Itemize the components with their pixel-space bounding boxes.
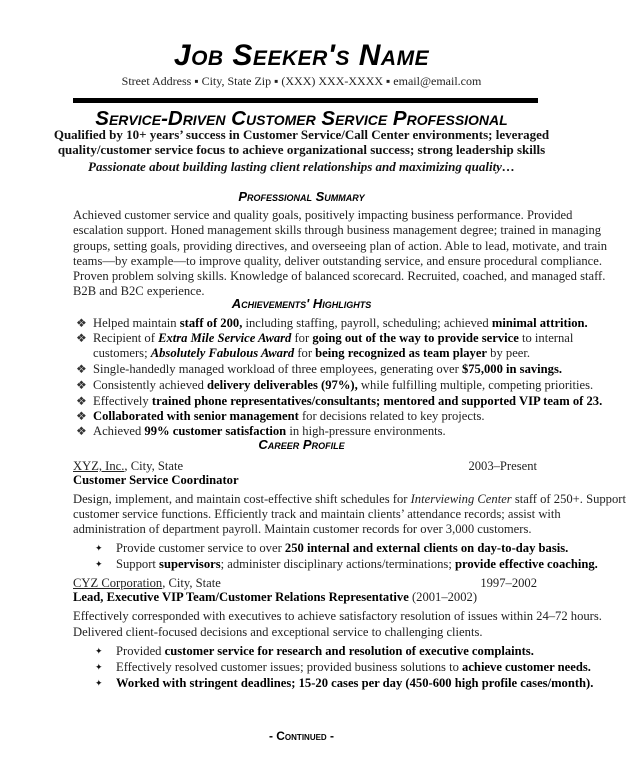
text-segment: (2001–2002) [408, 590, 478, 604]
header-divider [73, 98, 538, 103]
candidate-name: Job Seeker's Name [173, 39, 430, 72]
four-point-star-bullet-icon: ✦ [95, 662, 103, 672]
diamond-bullet-icon: ❖ [76, 362, 87, 376]
job-description-line [73, 492, 626, 507]
text-segment: Single-handedly managed workload of three employees, generating over [93, 362, 462, 376]
four-point-star-bullet-icon: ✦ [95, 646, 103, 656]
text-segment: Provide customer service to over [116, 541, 285, 555]
text-segment: $75,000 in savings. [461, 362, 563, 376]
job-title [73, 590, 477, 605]
text-segment: Recipient of [93, 331, 159, 345]
contact-info: Street Address ▪ City, State Zip ▪ (XXX) XXX-XXXX ▪ email@email.com [121, 74, 482, 88]
four-point-star-bullet-icon: ✦ [95, 678, 103, 688]
text-segment: going out of the way to provide service [312, 331, 519, 345]
summary-line: groups, setting goals, providing directives, and overseeing plan of action. Able to lead, motivate, and train [73, 238, 608, 253]
diamond-bullet-icon: ❖ [76, 316, 87, 330]
text-segment: 250 internal and external clients on day-to-day basis. [284, 541, 569, 555]
text-segment: Worked with stringent deadlines; 15-20 cases per day (450-600 high profile cases/month). [116, 676, 594, 690]
text-segment: Delivered client-focused decisions and exceptional service to challenging clients. [73, 625, 483, 639]
text-segment: by peer. [487, 346, 531, 360]
job-bullet [116, 660, 591, 675]
achievement-item [93, 362, 562, 377]
text-segment: Effectively [93, 394, 152, 408]
job-description-line [73, 522, 532, 537]
text-segment: staff of 250+. Support [511, 492, 626, 506]
achievement-item [93, 331, 573, 346]
job-employer [73, 459, 183, 474]
company-name: XYZ, Inc. [73, 459, 125, 473]
text-segment: for decisions related to key projects. [298, 409, 485, 423]
job-description-line [73, 609, 602, 624]
text-segment: Extra Mile Service Award [158, 331, 292, 345]
summary-line: escalation support. Honed management skills through business management degree; trained in managing [73, 223, 602, 237]
text-segment: 99% customer satisfaction [144, 424, 287, 438]
text-segment: customer service for research and resolution of executive complaints. [164, 644, 534, 658]
summary-line: teams—by example—to improve quality, deliver outstanding service, and ensure procedural compliance. [73, 254, 602, 268]
diamond-bullet-icon: ❖ [76, 394, 87, 408]
job-bullet [116, 676, 593, 691]
achievement-item [93, 378, 593, 393]
text-segment: provide effective coaching. [454, 557, 598, 571]
text-segment: minimal attrition. [491, 316, 588, 330]
text-segment: Collaborated with senior management [93, 409, 299, 423]
section-heading-career: Career Profile [258, 437, 345, 452]
text-segment: Effectively corresponded with executives to achieve satisfactory resolution of issues within 24–72 hours. [73, 609, 602, 623]
job-dates: 2003–Present [468, 459, 537, 473]
text-segment: trained phone representatives/consultants; mentored and supported VIP team of 23. [151, 394, 603, 408]
text-segment: to internal [518, 331, 574, 345]
text-segment: Customer Service Coordinator [73, 473, 239, 487]
achievement-item [93, 409, 485, 424]
four-point-star-bullet-icon: ✦ [95, 559, 103, 569]
text-segment: staff of 200, [179, 316, 243, 330]
summary-line: B2B and B2C experience. [73, 284, 205, 298]
section-heading-achievements: Achievements' Highlights [231, 296, 372, 311]
diamond-bullet-icon: ❖ [76, 378, 87, 392]
text-segment: including staffing, payroll, scheduling; achieved [242, 316, 492, 330]
diamond-bullet-icon: ❖ [76, 409, 87, 423]
text-segment: for [291, 331, 313, 345]
job-bullet [116, 644, 534, 659]
text-segment: Provided [116, 644, 165, 658]
job-dates: 1997–2002 [480, 576, 537, 590]
text-segment: Design, implement, and maintain cost-effective shift schedules for [73, 492, 411, 506]
text-segment: customers; [93, 346, 151, 360]
text-segment: Interviewing Center [410, 492, 512, 506]
text-segment: Helped maintain [93, 316, 180, 330]
text-segment: being recognized as team player [315, 346, 488, 360]
job-location: , City, State [162, 576, 221, 590]
qualification-line: Qualified by 10+ years’ success in Customer Service/Call Center environments; leveraged [53, 127, 550, 142]
text-segment: ; administer disciplinary actions/terminations; [220, 557, 455, 571]
diamond-bullet-icon: ❖ [76, 424, 87, 438]
text-segment: delivery deliverables (97%), [207, 378, 358, 392]
headline-title: Service-Driven Customer Service Professional [95, 107, 508, 130]
text-segment: in high-pressure environments. [286, 424, 446, 438]
job-employer [73, 576, 221, 591]
job-bullet [116, 557, 598, 572]
four-point-star-bullet-icon: ✦ [95, 543, 103, 553]
text-segment: while fulfilling multiple, competing priorities. [357, 378, 594, 392]
achievement-item [93, 316, 588, 331]
text-segment: administration of department payroll. Maintain customer records for over 3,000 customers. [73, 522, 532, 536]
achievement-item [93, 394, 602, 409]
summary-line: Achieved customer service and quality goals, positively impacting business performance. Provided [73, 208, 573, 222]
text-segment: for [294, 346, 316, 360]
qualification-line: quality/customer service focus to achieve organizational success; strong leadership skills [57, 142, 546, 157]
company-name: CYZ Corporation [73, 576, 163, 590]
job-title [73, 473, 239, 488]
text-segment: Consistently achieved [93, 378, 208, 392]
section-heading-summary: Professional Summary [238, 189, 365, 204]
text-segment: customer service functions. Efficiently track and maintain clients’ attendance records; assist with [73, 507, 561, 521]
text-segment: supervisors [159, 557, 221, 571]
text-segment: Support [116, 557, 160, 571]
text-segment: Achieved [93, 424, 145, 438]
diamond-bullet-icon: ❖ [76, 331, 87, 345]
summary-line: Proven problem solving skills. Knowledge of balanced scorecard. Recruited, coached, and managed staff. [73, 269, 606, 283]
text-segment: Effectively resolved customer issues; provided business solutions to [116, 660, 463, 674]
continued-label: - Continued - [268, 729, 335, 743]
achievement-item [93, 346, 530, 361]
job-description-line [73, 507, 561, 522]
job-bullet [116, 541, 568, 556]
text-segment: Lead, Executive VIP Team/Customer Relations Representative [73, 590, 409, 604]
job-location: , City, State [124, 459, 184, 473]
text-segment: Absolutely Fabulous Award [150, 346, 295, 360]
text-segment: achieve customer needs. [462, 660, 591, 674]
tagline: Passionate about building lasting client relationships and maximizing quality… [88, 159, 515, 174]
job-description-line [73, 625, 483, 640]
